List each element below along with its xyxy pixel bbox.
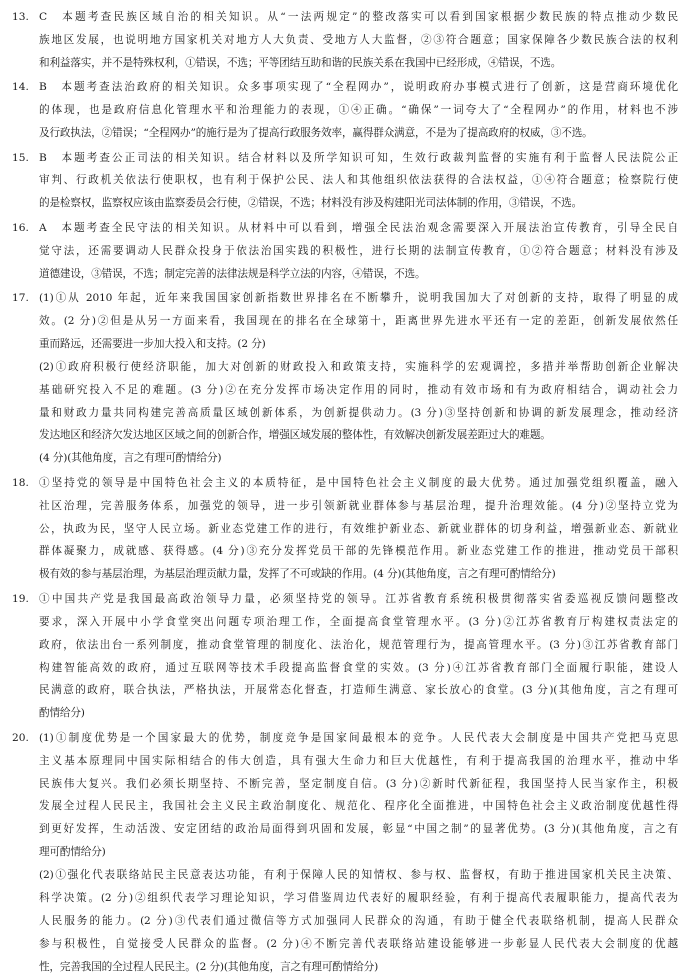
text-line: 的体现，也是政府信息化管理水平和治理能力的表现，①④正确。“确保”一词夸大了“全程网办”的作用，材料也不涉 (39, 104, 678, 117)
question-number: 20. (12, 731, 29, 744)
text-line: 道德建设，③错误，不选；制定完善的法律法规是科学立法的内容，④错误，不选。 (39, 267, 426, 280)
answer-text (39, 472, 678, 586)
text-line: (1)①制度优势是一个国家最大的优势，制度竞争是国家间最根本的竞争。人民代表大会制度是中国共产党把马克思 (39, 731, 678, 744)
answer-text (39, 76, 678, 145)
text-line: 性，完善我国的全过程人民民主。(2 分)(其他角度，言之有理可酌情给分) (39, 960, 379, 973)
text-line: 主义基本原理同中国实际相结合的伟大创造，具有强大生命力和巨大优越性，有利于提高我国的治理水平，推动中华 (39, 754, 678, 767)
answer-item (12, 727, 678, 979)
text-line: 政府，依法出台一系列制度，推动食堂管理的制度化、法治化，规范管理行为，提高管理水平。(3 分)③江苏省教育部门 (39, 638, 678, 651)
text-line: B 本题考查公正司法的相关知识。结合材料以及所学知识可知，生效行政裁判监督的实施有利于监督人民法院公正 (39, 151, 678, 164)
text-line: 发展全过程人民民主，我国社会主义民主政治制度化、规范化、程序化全面推进，中国特色社会主义政治制度优越性得 (39, 800, 678, 813)
text-line: (4 分)(其他角度，言之有理可酌情给分) (39, 452, 222, 465)
text-line: 的是检察权，监察权应该由监察委员会行使，②错误，不选；材料没有涉及构建阳光司法体制的作用，③错误，不选。 (39, 197, 583, 210)
text-line: 效。(2 分)②但是从另一方面来看，我国现在的排名在全球第十，距离世界先进水平还有一定的差距，创新发展依然任 (39, 314, 678, 327)
answer-item (12, 287, 678, 470)
text-line: 构建智能高效的政府，通过互联网等技术手段提高监督食堂的实效。(3 分)④江苏省教育部门全面履行职能，建设人 (39, 661, 678, 674)
text-line: (2)①政府积极行使经济职能，加大对创新的财政投入和政策支持，实施科学的宏观调控，多措并举帮助创新企业解决 (39, 360, 678, 373)
answer-item (12, 6, 678, 75)
text-line: 要求，深入开展中小学食堂突出问题专项治理工作，全面提高食堂管理水平。(3 分)②江苏省教育厅构建权责法定的 (39, 615, 678, 628)
question-number: 13. (12, 11, 29, 23)
answer-item (12, 147, 678, 216)
question-number: 19. (12, 592, 29, 605)
answer-text (39, 147, 678, 216)
text-line: C 本题考查民族区域自治的相关知识。从“一法两规定”的整改落实可以看到国家根据少数民族的特点推动少数民 (39, 11, 678, 23)
text-line: 量和财政力量共同构建完善高质量区域创新体系，为创新提供动力。(3 分)③坚持创新和协调的新发展理念，推动经济 (39, 406, 678, 419)
text-line: 和利益落实，并不是特殊权利，①错误，不选；平等团结互助和谐的民族关系在我国中已经形成，④错误，不选。 (39, 56, 562, 69)
text-line: 审判、行政机关依法行使职权，也有利于保护公民、法人和其他组织依法获得的合法权益，①④符合题意；检察院行使 (39, 174, 678, 187)
text-line: 民族伟大复兴。我们必须长期坚持、不断完善，坚定制度自信。(3 分)②新时代新征程，我国坚持人民当家作主，积极 (39, 777, 678, 790)
text-line: 基础研究投入不足的难题。(3 分)②在充分发挥市场决定作用的同时，推动有效市场和有为政府相结合，调动社会力 (39, 383, 678, 396)
question-number: 16. (12, 221, 29, 234)
answer-text (39, 217, 678, 286)
text-line: 极有效的参与基层治理，为基层治理贡献力量，发挥了不可或缺的作用。(4 分)(其他角度，言之有理可酌情给分) (39, 568, 556, 581)
text-line: 民满意的政府，联合执法，严格执法，开展常态化督查，打造师生满意、家长放心的食堂。(3 分)(其他角度，言之有理可 (39, 684, 678, 697)
question-number: 14. (12, 81, 29, 94)
text-line: 觉守法，还需要调动人民群众投身于依法治国实践的积极性，进行长期的法制宣传教育，①②符合题意；材料没有涉及 (39, 244, 678, 257)
question-number: 15. (12, 151, 29, 164)
text-line: 公，执政为民，坚守人民立场。新业态党建工作的进行，有效维护新业态、新就业群体的切身利益，增强新业态、新就业 (39, 522, 678, 535)
answer-item (12, 588, 678, 725)
answer-text (39, 287, 678, 470)
answer-item (12, 217, 678, 286)
text-line: (2)①强化代表联络站民主民意表达功能，有利于保障人民的知情权、参与权、监督权，有助于推进国家机关民主决策、 (39, 869, 678, 882)
text-line: 参与积极性，自觉接受人民群众的监督。(2 分)④不断完善代表联络站建设能够进一步彰显人民代表大会制度的优越 (39, 937, 678, 950)
text-line: 到更好发挥，生动活泼、安定团结的政治局面得到巩固和发展，彰显“中国之制”的显著优势。(3 分)(其他角度，言之有 (39, 823, 678, 836)
answer-text (39, 6, 678, 75)
answer-text (39, 588, 678, 725)
question-number: 18. (12, 476, 29, 489)
text-line: (1)①从 2010 年起，近年来我国国家创新指数世界排名在不断攀升，说明我国加大了对创新的支持，取得了明显的成 (39, 292, 678, 305)
text-line: ①坚持党的领导是中国特色社会主义的本质特征，是中国特色社会主义制度的最大优势。通过加强党组织覆盖，融入 (39, 476, 678, 489)
answer-text (39, 727, 678, 979)
text-line: 重而路远，还需要进一步加大投入和支持。(2 分) (39, 337, 266, 350)
answer-item (12, 472, 678, 586)
text-line: 社区治理，完善服务体系，加强党的领导，进一步引领新就业群体参与基层治理，提升治理效能。(4 分)②坚持立党为 (39, 499, 678, 512)
answer-item (12, 76, 678, 145)
text-line: 人民服务的能力。(2 分)③代表们通过微信等方式加强同人民群众的沟通，有助于健全代表联络机制，提高人民群众 (39, 914, 678, 927)
text-line: 发达地区和经济欠发达地区区域之间的创新合作，增强区域发展的整体性，有效解决创新发展差距过大的难题。 (39, 429, 551, 442)
text-line: ①中国共产党是我国最高政治领导力量，必须坚持党的领导。江苏省教育系统积极贯彻落实省委巡视反馈问题整改 (39, 592, 678, 605)
text-line: 酌情给分) (39, 707, 85, 720)
text-line: A 本题考查全民守法的相关知识。从材料中可以看到，增强全民法治观念需要深入开展法治宣传教育，引导全民自 (39, 221, 678, 234)
question-number: 17. (12, 292, 29, 305)
text-line: 理可酌情给分) (39, 846, 106, 859)
text-line: 及行政执法，②错误；“全程网办”的施行是为了提高行政服务效率，赢得群众满意，不是为了提高政府的权威，③不选。 (39, 127, 593, 140)
text-line: 群体凝聚力，成就感、获得感。(4 分)③充分发挥党员干部的先锋模范作用。新业态党建工作的推进，推动党员干部积 (39, 545, 678, 558)
text-line: B 本题考查法治政府的相关知识。众多事项实现了“全程网办”，说明政府办事模式进行了创新，这是营商环境优化 (39, 81, 678, 94)
text-line: 族地区发展，也说明地方国家机关对地方人大负责、受地方人大监督，②③符合题意；国家保障各少数民族合法的权利 (39, 33, 678, 46)
text-line: 科学决策。(2 分)②组织代表学习理论知识，学习借鉴周边代表好的履职经验，有利于提高代表履职能力，提高代表为 (39, 892, 678, 904)
